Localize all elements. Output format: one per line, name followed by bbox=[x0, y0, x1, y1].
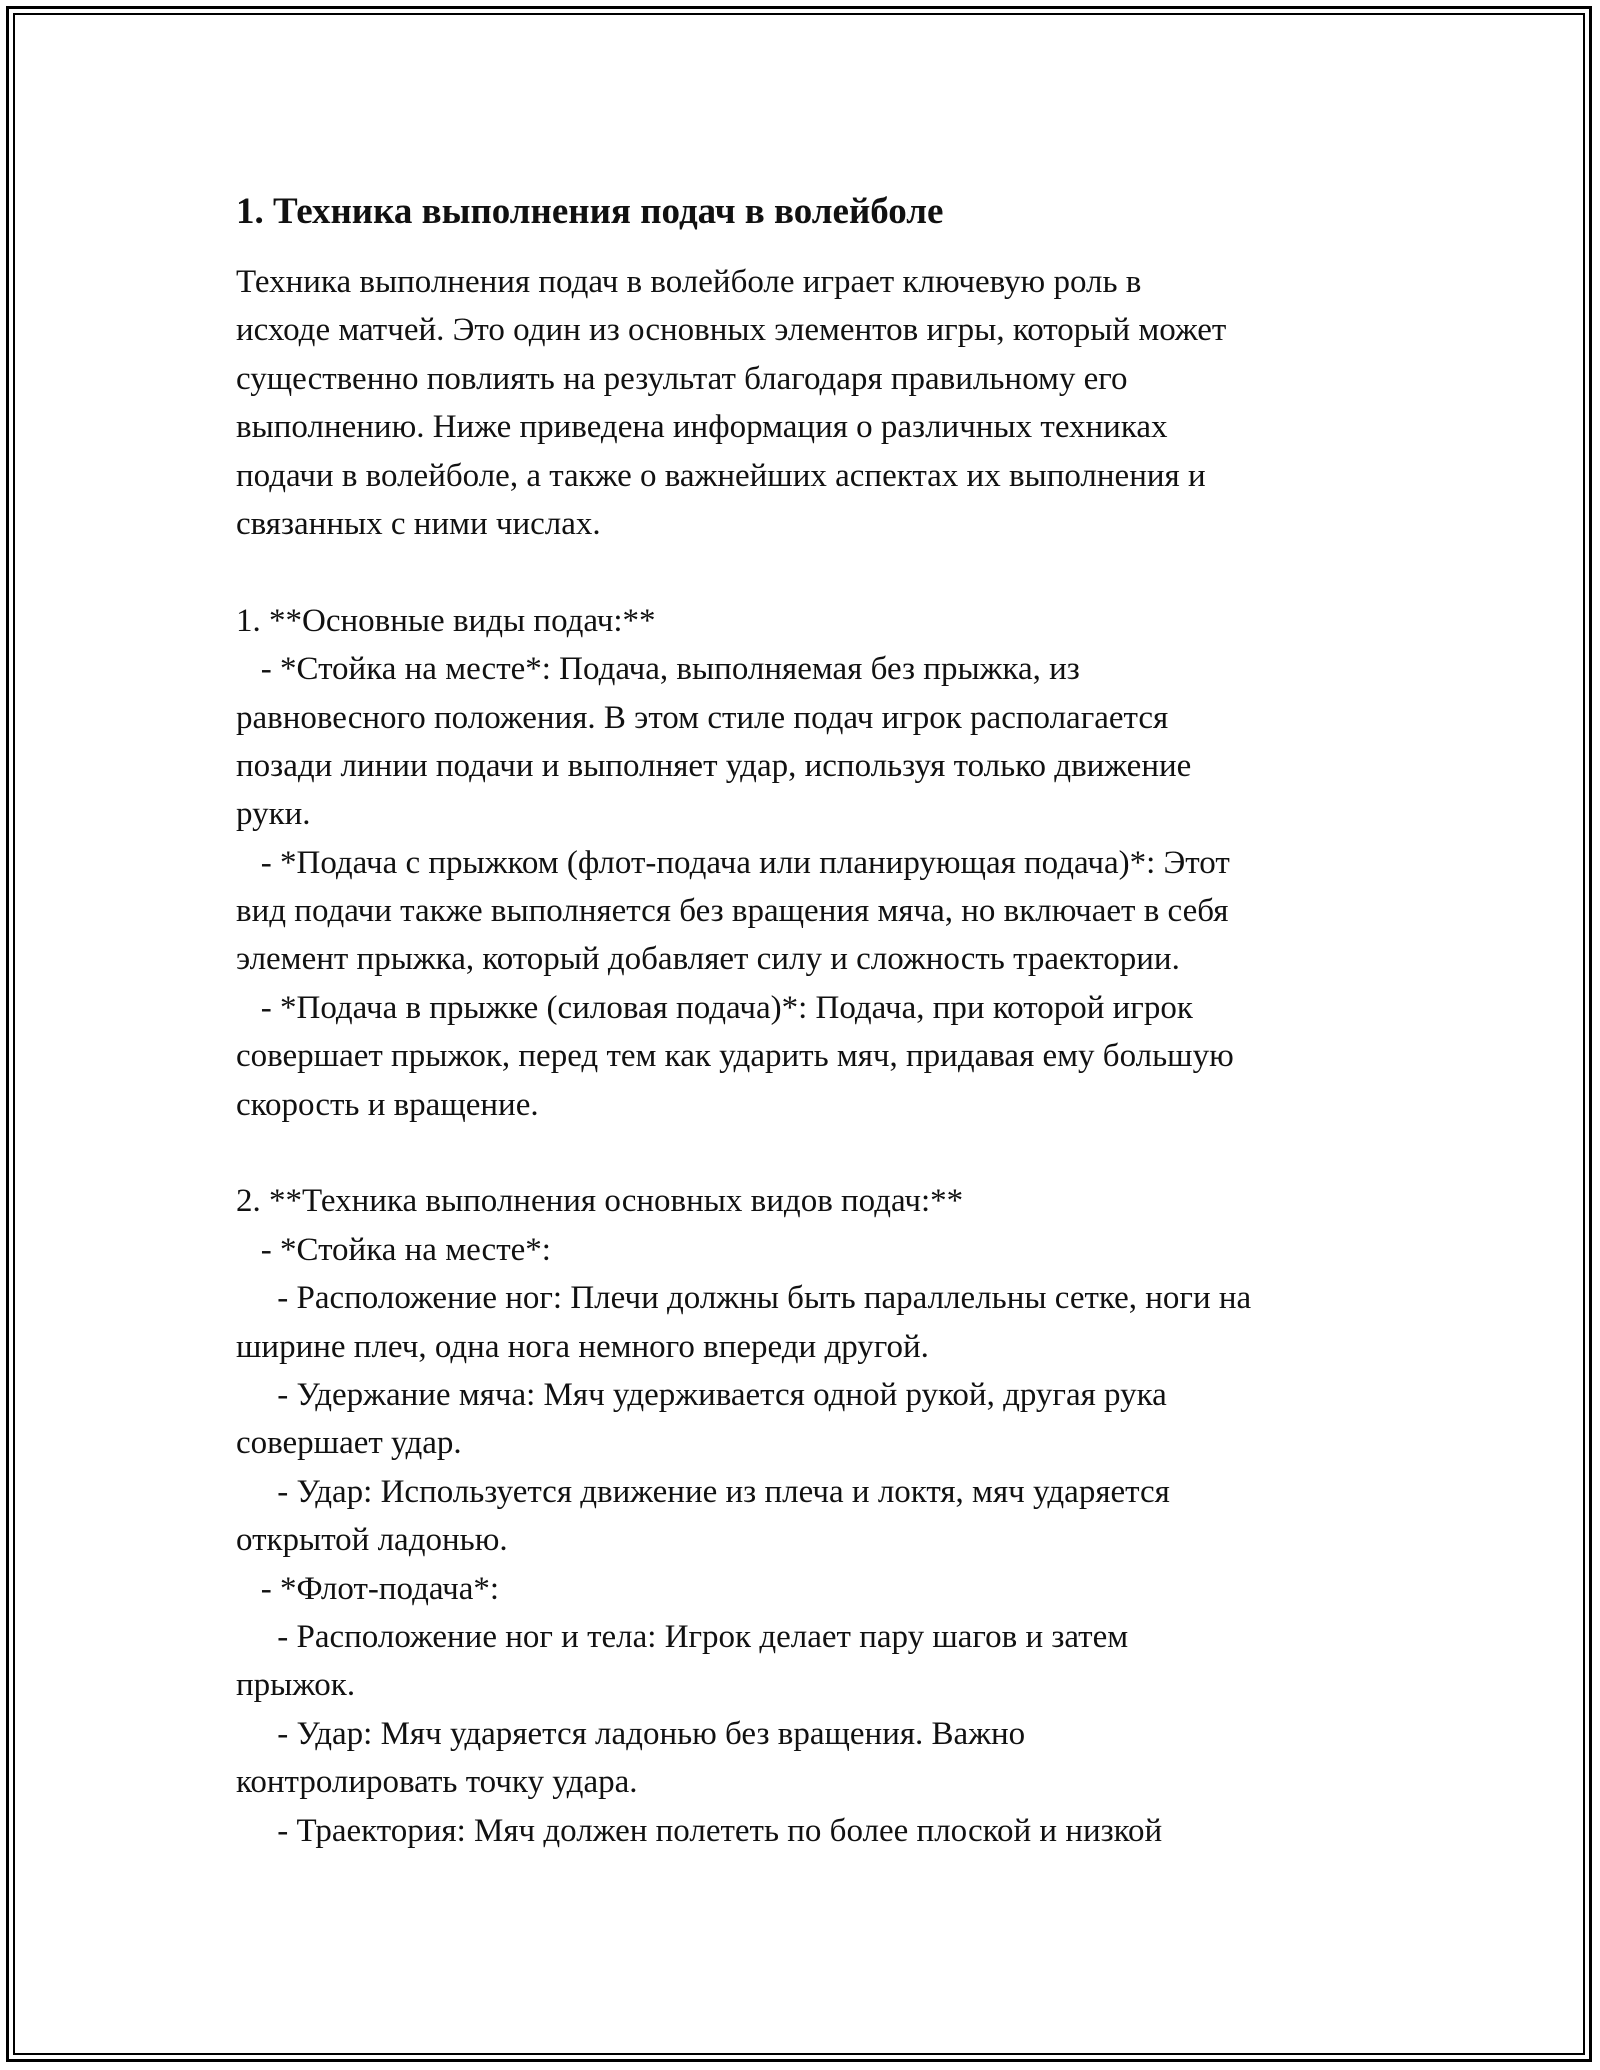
text-line: Техника выполнения подач в волейболе играет ключевую роль в bbox=[236, 264, 1142, 300]
text-line: - Расположение ног и тела: Игрок делает пару шагов и затем bbox=[236, 1618, 1129, 1655]
text-line: - *Подача в прыжке (силовая подача)*: Подача, при которой игрок bbox=[236, 989, 1193, 1026]
text-line: совершает прыжок, перед тем как ударить мяч, придавая ему большую bbox=[236, 1038, 1234, 1075]
text-line: руки. bbox=[236, 796, 311, 833]
text-line: прыжок. bbox=[236, 1667, 356, 1704]
text-line: позади линии подачи и выполняет удар, используя только движение bbox=[236, 747, 1192, 784]
document-heading: 1. Техника выполнения подач в волейболе bbox=[236, 191, 944, 232]
text-line: - *Подача с прыжком (флот-подача или планирующая подача)*: Этот bbox=[236, 844, 1230, 881]
text-line: существенно повлиять на результат благодаря правильному его bbox=[236, 360, 1128, 397]
text-line: ширине плеч, одна нога немного впереди другой. bbox=[236, 1328, 929, 1365]
blank-line bbox=[236, 1129, 1376, 1177]
text-line: 2. **Техника выполнения основных видов подач:** bbox=[236, 1183, 964, 1220]
text-line: подачи в волейболе, а также о важнейших аспектах их выполнения и bbox=[236, 457, 1206, 494]
text-line: - *Флот-подача*: bbox=[236, 1570, 500, 1607]
text-line: скорость и вращение. bbox=[236, 1086, 539, 1123]
text-line: - Траектория: Мяч должен полететь по более плоской и низкой bbox=[236, 1812, 1163, 1849]
text-line: контролировать точку удара. bbox=[236, 1764, 638, 1801]
text-line: 1. **Основные виды подач:** bbox=[236, 602, 656, 639]
text-line: вид подачи также выполняется без вращения мяча, но включает в себя bbox=[236, 893, 1229, 930]
blank-line bbox=[236, 548, 1376, 596]
text-line: исходе матчей. Это один из основных элементов игры, который может bbox=[236, 312, 1227, 349]
document-body bbox=[236, 186, 1376, 1855]
text-line: совершает удар. bbox=[236, 1425, 462, 1462]
text-line: открытой ладонью. bbox=[236, 1522, 508, 1559]
text-line: - Удар: Используется движение из плеча и локтя, мяч ударяется bbox=[236, 1473, 1170, 1510]
text-line: - *Стойка на месте*: Подача, выполняемая без прыжка, из bbox=[236, 651, 1080, 688]
text-line: выполнению. Ниже приведена информация о различных техниках bbox=[236, 409, 1168, 446]
text-line: связанных с ними числах. bbox=[236, 505, 601, 542]
text-line: равновесного положения. В этом стиле подач игрок располагается bbox=[236, 699, 1169, 736]
text-line: - Удержание мяча: Мяч удерживается одной рукой, другая рука bbox=[236, 1376, 1167, 1413]
text-line: элемент прыжка, который добавляет силу и сложность траектории. bbox=[236, 941, 1180, 978]
text-line: - *Стойка на месте*: bbox=[236, 1231, 551, 1268]
text-line: - Расположение ног: Плечи должны быть параллельны сетке, ноги на bbox=[236, 1280, 1252, 1317]
text-line: - Удар: Мяч ударяется ладонью без вращения. Важно bbox=[236, 1715, 1026, 1752]
document-text bbox=[236, 258, 1376, 1855]
